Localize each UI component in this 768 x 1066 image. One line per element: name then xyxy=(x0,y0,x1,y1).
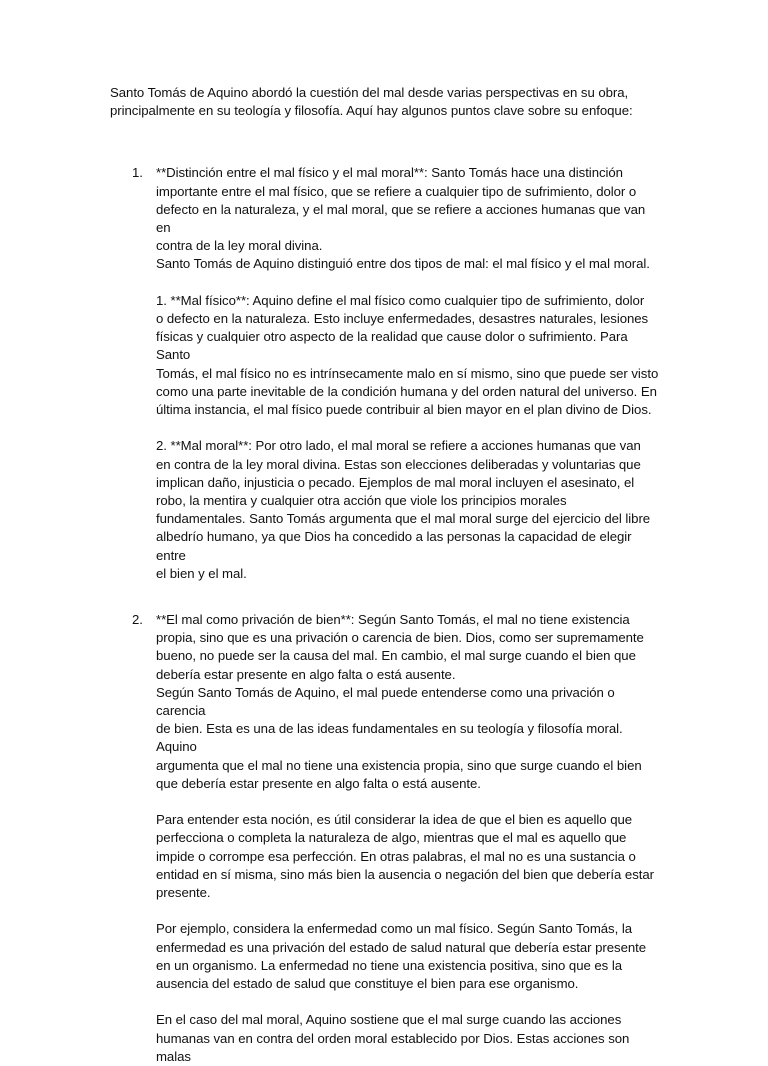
text-line: albedrío humano, ya que Dios ha concedido a las personas la capacidad de elegir entre xyxy=(156,529,632,563)
text-line: implican daño, injusticia o pecado. Ejemplos de mal moral incluyen el asesinato, el xyxy=(156,474,635,490)
text-line: presente. xyxy=(156,885,211,901)
paragraph xyxy=(156,920,660,993)
text-line: el bien y el mal. xyxy=(156,565,247,581)
text-line: de bien. Esta es una de las ideas fundamentales en su teología y filosofía moral. Aquino xyxy=(156,721,623,755)
text-line: propia, sino que es una privación o carencia de bien. Dios, como ser supremamente xyxy=(156,630,644,646)
text-line: argumenta que el mal no tiene una existencia propia, sino que surge cuando el bien xyxy=(156,757,642,773)
text-line: que debería estar presente en algo falta o está ausente. xyxy=(156,775,481,791)
paragraph xyxy=(156,611,660,793)
text-line: Tomás, el mal físico no es intrínsecamente malo en sí mismo, sino que puede ser visto xyxy=(156,365,659,381)
paragraph xyxy=(156,1011,660,1066)
text-line: contra de la ley moral divina. xyxy=(156,238,323,254)
paragraph xyxy=(156,164,660,273)
text-line: debería estar presente en algo falta o está ausente. xyxy=(156,666,456,682)
text-line: perfecciona o completa la naturaleza de algo, mientras que el mal es aquello que xyxy=(156,830,627,846)
text-line: humanas van en contra del orden moral establecido por Dios. Estas acciones son malas xyxy=(156,1030,630,1064)
text-line: ausencia del estado de salud que constituye el bien para ese organismo. xyxy=(156,976,579,992)
list-number: 1. xyxy=(132,165,143,181)
text-line: enfermedad es una privación del estado de salud natural que debería estar presente xyxy=(156,939,647,955)
text-line: 1. **Mal físico**: Aquino define el mal físico como cualquier tipo de sufrimiento, dolor xyxy=(156,292,645,308)
text-line: robo, la mentira y cualquier otra acción que viole los principios morales xyxy=(156,493,567,509)
paragraph xyxy=(156,292,660,419)
text-line: fundamentales. Santo Tomás argumenta que el mal moral surge del ejercicio del libre xyxy=(156,511,651,527)
list-item-1 xyxy=(110,164,660,583)
text-line: defecto en la naturaleza, y el mal moral, que se refiere a acciones humanas que van en xyxy=(156,201,646,236)
text-line: importante entre el mal físico, que se refiere a cualquier tipo de sufrimiento, dolor o xyxy=(156,183,637,199)
text-line: Para entender esta noción, es útil considerar la idea de que el bien es aquello que xyxy=(156,812,633,828)
text-line: o defecto en la naturaleza. Esto incluye enfermedades, desastres naturales, lesiones xyxy=(156,311,649,327)
text-line: última instancia, el mal físico puede contribuir al bien mayor en el plan divino de Dios. xyxy=(156,402,652,418)
text-line: principalmente en su teología y filosofía. Aquí hay algunos puntos clave sobre su enfoque: xyxy=(110,103,633,119)
text-line: bueno, no puede ser la causa del mal. En cambio, el mal surge cuando el bien que xyxy=(156,648,636,664)
text-line: Santo Tomás de Aquino distinguió entre dos tipos de mal: el mal físico y el mal moral. xyxy=(156,256,650,272)
text-line: Según Santo Tomás de Aquino, el mal puede entenderse como una privación o carencia xyxy=(156,684,615,719)
text-line: en contra de la ley moral divina. Estas son elecciones deliberadas y voluntarias que xyxy=(156,456,641,472)
text-line: impide o corrompe esa perfección. En otras palabras, el mal no es una sustancia o xyxy=(156,848,636,864)
list-item-2 xyxy=(110,611,660,1066)
text-line: físicas y cualquier otro aspecto de la realidad que cause dolor o sufrimiento. Para Santo xyxy=(156,329,628,363)
text-line: en un organismo. La enfermedad no tiene una existencia positiva, sino que es la xyxy=(156,957,622,973)
text-line: entidad en sí misma, sino más bien la ausencia o negación del bien que debería estar xyxy=(156,866,654,882)
text-line: Por ejemplo, considera la enfermedad como un mal físico. Según Santo Tomás, la xyxy=(156,921,632,937)
paragraph xyxy=(156,811,660,902)
text-line: como una parte inevitable de la condición humana y del orden natural del universo. En xyxy=(156,383,657,399)
text-line: Santo Tomás de Aquino abordó la cuestión del mal desde varias perspectivas en su obra, xyxy=(110,85,629,100)
list-number: 2. xyxy=(132,612,143,628)
document-page xyxy=(110,84,660,1066)
text-line: 2. **Mal moral**: Por otro lado, el mal moral se refiere a acciones humanas que van xyxy=(156,438,641,454)
paragraph xyxy=(156,437,660,583)
text-line: **Distinción entre el mal físico y el mal moral**: Santo Tomás hace una distinción xyxy=(156,165,623,181)
intro-paragraph xyxy=(110,84,660,120)
text-line: En el caso del mal moral, Aquino sostiene que el mal surge cuando las acciones xyxy=(156,1012,622,1028)
text-line: **El mal como privación de bien**: Según Santo Tomás, el mal no tiene existencia xyxy=(156,612,630,628)
